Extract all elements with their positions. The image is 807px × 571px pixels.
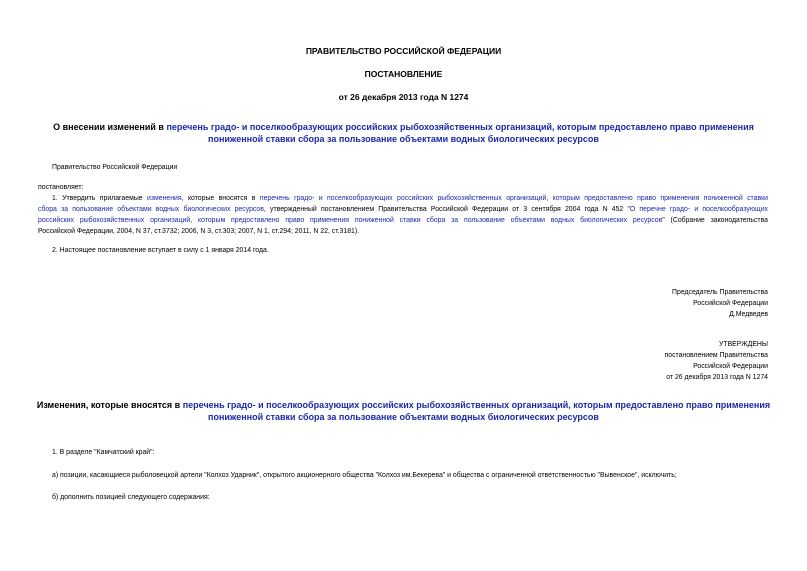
changes-title-prefix: Изменения, которые вносятся в <box>36 400 183 410</box>
changes-title-link-line-2[interactable]: пониженной ставки сбора за пользование объектами водных биологических ресурсов <box>208 412 599 422</box>
changes-item-a: а) позиции, касающиеся рыболовецкой артели "Колхоз Ударник", открытого акционерного общества "Колхоз им.Бекерева" и общества с ограниченной ответственностью "Вывенское", исключить; <box>52 472 677 479</box>
document-title <box>0 121 807 145</box>
item1-text-c: , утвержденный постановлением Правительства Российской Федерации от 3 сентября 2004 года N 452 " <box>263 206 630 213</box>
government-header: ПРАВИТЕЛЬСТВО РОССИЙСКОЙ ФЕДЕРАЦИИ <box>305 46 502 56</box>
changes-title <box>0 399 807 423</box>
signature-name: Д.Медведев <box>729 311 768 318</box>
title-link[interactable]: перечень градо- и поселкообразующих российских рыбохозяйственных организаций, которым предоставлено право применения <box>166 122 754 132</box>
government-label: Правительство Российской Федерации <box>52 164 178 171</box>
item1-text-a: 1. Утвердить прилагаемые <box>52 195 148 202</box>
approval-line-4: от 26 декабря 2013 года N 1274 <box>666 374 768 381</box>
signature-block <box>672 287 768 320</box>
signature-position-2: Российской Федерации <box>693 300 768 307</box>
paragraph-item-2: 2. Настоящее постановление вступает в силу с 1 января 2014 года. <box>52 247 269 254</box>
approval-line-3: Российской Федерации <box>693 363 768 370</box>
signature-position-1: Председатель Правительства <box>672 289 768 296</box>
paragraph-item-1 <box>38 193 768 237</box>
doc-type-header: ПОСТАНОВЛЕНИЕ <box>364 69 443 79</box>
item1-line-1 <box>38 193 768 204</box>
changes-item-b: б) дополнить позицией следующего содержания: <box>52 494 210 501</box>
item1-line-4: Российской Федерации, 2004, N 37, ст.3732; 2006, N 3, ст.303; 2007, N 1, ст.294; 2011, N 22, ст.3181). <box>38 228 360 235</box>
changes-title-link[interactable]: перечень градо- и поселкообразующих российских рыбохозяйственных организаций, которым предоставлено право применения <box>182 400 771 410</box>
item1-text-d: " (Собрание законодательства <box>662 217 769 224</box>
title-prefix: О внесении изменений в <box>53 122 167 132</box>
list-link[interactable]: перечень градо- и поселкообразующих российских рыбохозяйственных организаций, которым предоставлено право применения пониженной ставки <box>259 195 768 202</box>
decrees-label: постановляет: <box>38 184 84 191</box>
changes-item-1: 1. В разделе "Камчатский край": <box>52 449 155 456</box>
item1-text-b: , которые вносятся в <box>181 195 260 202</box>
title-link-line-2[interactable]: пониженной ставки сбора за пользование объектами водных биологических ресурсов <box>208 134 599 144</box>
changes-title-line-1 <box>0 399 807 411</box>
decree-452-link-cont[interactable]: российских рыбохозяйственных организаций, которым предоставлено право применения пониженной ставки сбора за пользование объектами водных биологических ресурсов <box>38 217 663 224</box>
doc-date-number: от 26 декабря 2013 года N 1274 <box>338 92 469 102</box>
decree-452-link[interactable]: О перечне градо- и поселкообразующих <box>629 206 768 213</box>
approval-block <box>665 339 769 383</box>
approval-line-2: постановлением Правительства <box>664 352 768 359</box>
title-line-1 <box>0 121 807 133</box>
item1-line-2 <box>38 204 768 215</box>
list-link-cont[interactable]: сбора за пользование объектами водных биологических ресурсов <box>38 206 264 213</box>
approval-line-1: УТВЕРЖДЕНЫ <box>719 341 768 348</box>
changes-link[interactable]: изменения <box>147 195 182 202</box>
item1-line-3 <box>38 215 768 226</box>
